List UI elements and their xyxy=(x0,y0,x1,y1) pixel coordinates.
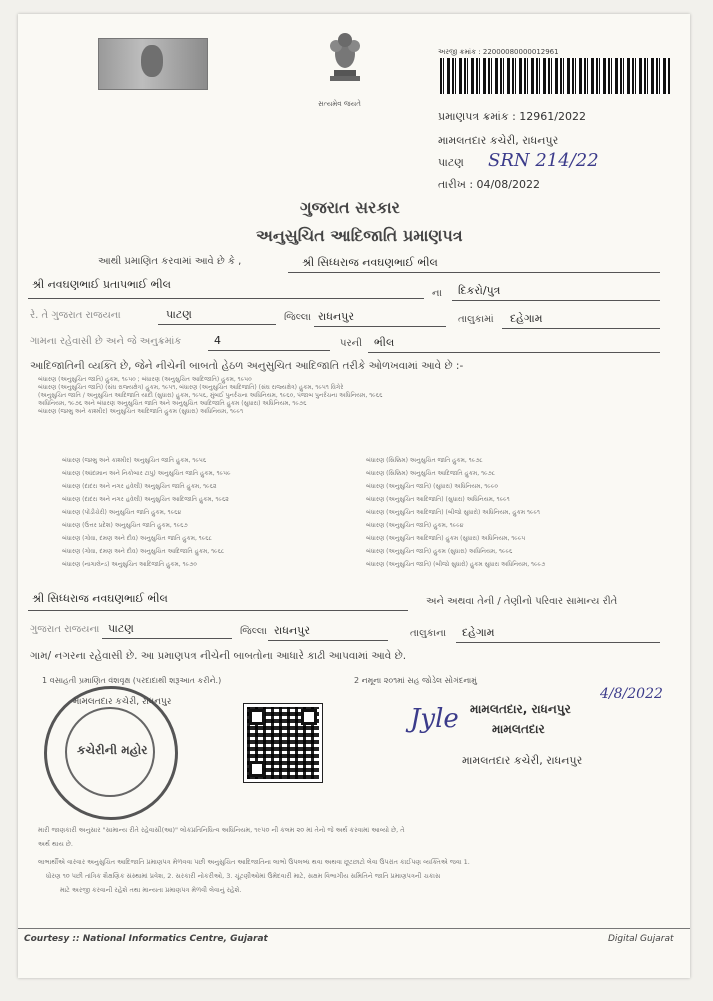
designation: મામલતદાર xyxy=(492,722,545,736)
signed-title: મામલતદાર, રાધનપુર xyxy=(470,702,571,716)
state-emblem-icon xyxy=(320,30,370,90)
basis-2: 2 નમૂના ૨૦૧માં સહ જોડેલ સોગંદનામું xyxy=(354,676,477,685)
office-line: મામલતદાર કચેરી, રાધનપુર xyxy=(438,134,559,147)
tribe-statement: આદિજાતિની વ્યક્તિ છે, જેને નીચેની બાબતો હેઠળ અનુસુચિત આદિજાતિ તરીકે ઓળખવામાં આવે છે :- xyxy=(30,360,464,372)
village-value: દહેગામ xyxy=(510,312,543,325)
intro-text: આથી પ્રમાણિત કરવામાં આવે છે કે , xyxy=(98,256,242,267)
closing-statement: ગામ/ નગરના રહેવાસી છે. આ પ્રમાણપત્ર નીચેની બાબતોના આધારે કાઢી આપવામાં આવે છે. xyxy=(30,650,407,662)
barcode xyxy=(440,58,670,94)
order-line: બંધારણ (અનુસુચિત આદિજાતિ) હુકમ (સુધારા) અધિનિયમ, ૧૯૯૫ xyxy=(366,535,526,542)
order-line: બંધારણ (ઉત્તર પ્રદેશ) અનુસુચિત જાતિ હુકમ, ૧૯૬૭ xyxy=(62,522,188,529)
ack-number: અરજી ક્રમાંક : 22000080000012961 xyxy=(438,48,559,56)
note-1: મારી જાણકારી અનુસાર "સામાન્ય રીતે રહેવાસી(આ)" લોકપ્રતિનિધિત્વ અધિનિયમ, ૧૯૫૦ ની કલમ ૨૦ માં તેનો જે અર્થ કરવામાં આવ્યો છે, તે xyxy=(38,826,405,834)
note-3: ધોરણ ૧૦ પછી તાંત્રિક શૈક્ષણિક સંસ્થામાં પ્રવેશ, 2. સરકારી નોકરીઓ, 3. ચૂંટણીઓમાં ઉમેદવારી માટે, સક્ષમ વિભાગીય સમિતિને જાતિ પ્રમાણપત્રની ચકાસ xyxy=(46,872,441,880)
certificate-title: અનુસુચિત આદિજાતિ પ્રમાણપત્ર xyxy=(256,226,463,245)
order-line: બંધારણ (અનુસુચિત જાતિ) (બીજો સુધારો) હુકમ સુધારા અધિનિયમ, ૧૯૯૭ xyxy=(366,561,546,568)
order-line: બંધારણ (આંદામાન અને નિકોબાર ટાપુ) અનુસુચિત જાતિ હુકમ, ૧૯૫૯ xyxy=(62,470,231,477)
courtesy-text: Courtesy :: National Informatics Centre, Gujarat xyxy=(24,934,268,944)
district-label-2: જિલ્લા xyxy=(240,626,267,637)
orders-right xyxy=(366,454,545,571)
district-line-2 xyxy=(102,638,232,639)
signature-initials: Jyle xyxy=(410,704,459,734)
serial-line xyxy=(208,350,330,351)
relation-suffix: ના xyxy=(432,288,442,299)
district-line-1 xyxy=(158,324,276,325)
note-4: માટે અરજી કરવાની રહેશે તથા માન્યતા પ્રમાણપત્ર મેળવી લેવાનું રહેશે. xyxy=(60,886,242,894)
tribe-line xyxy=(368,352,660,353)
footer-rule xyxy=(18,928,690,929)
order-line: બંધારણ (ગોવા, દમણ અને દીવ) અનુસુચિત જાતિ હુકમ, ૧૯૬૮ xyxy=(62,535,212,542)
serial-number: 4 xyxy=(214,334,221,347)
note-1b: અર્થ થાય છે. xyxy=(38,840,73,848)
village-value-2: દહેગામ xyxy=(462,626,495,639)
tribe-label: પરની xyxy=(340,338,362,349)
state-label: રે. તે ગુજરાત રાજયના xyxy=(30,310,121,321)
certificate-number: પ્રમાણપત્ર ક્રમાંક : 12961/2022 xyxy=(438,110,586,123)
digital-gujarat-brand: Digital Gujarat xyxy=(608,934,674,944)
relation-line xyxy=(452,300,660,301)
father-name-line xyxy=(28,298,424,299)
district-value-2: પાટણ xyxy=(108,622,134,635)
order-line: બંધારણ (અનુસુચિત જાતિ) હુકમ (સુધારા) અધિનિયમ, ૧૯૯૬ xyxy=(366,548,513,555)
order-line: બંધારણ (જમ્મુ અને કાશ્મીર) અનુસુચિત જાતિ હુકમ, ૧૯૫૬ xyxy=(62,457,207,464)
orders-top xyxy=(38,376,382,416)
relation: દિકરો/પુત્ર xyxy=(458,284,501,297)
orders-left xyxy=(62,454,231,571)
taluka-value-2: રાધનપુર xyxy=(274,624,311,637)
seal-center-text: કચેરીની મહોર xyxy=(77,743,148,757)
village-line-2 xyxy=(456,642,660,643)
applicant-name-line xyxy=(288,272,660,273)
order-line: બંધારણ (જમ્મુ અને કાશ્મીર) અનુસુચિત આદિજાતિ હુકમ (સુધારા) અધિનિયમ, ૧૯૯૧ xyxy=(38,408,244,415)
issue-date: તારીખ : 04/08/2022 xyxy=(438,178,540,191)
handwritten-srn: SRN 214/22 xyxy=(488,150,599,171)
order-line: બંધારણ (અનુસુચિત આદિજાતિ) (બીજો સુધારો) અધિનિયમ, હુકમ ૧૯૯૧ xyxy=(366,509,540,516)
order-line: બંધારણ (નાગાલેન્ડ) અનુસુચિત આદિજાતિ હુકમ, ૧૯૭૦ xyxy=(62,561,197,568)
order-line: બંધારણ (ગોવા, દમણ અને દીવ) અનુસુચિત આદિજાતિ હુકમ, ૧૯૬૮ xyxy=(62,548,225,555)
order-line: બંધારણ (અનુસુચિત જાતિ) (સુધારા) અધિનિયમ, ૧૯૯૦ xyxy=(366,483,498,490)
order-line: બંધારણ (અનુસુચિત જાતિ) (સંઘ રાજ્યક્ષેત્ર) હુકમ, ૧૯૫૧, બંધારણ (અનુસુચિત આદિજાતિ) (સંઘ રાજ્યક્ષેત્ર) હુકમ, ૧૯૫૧ વિગેરે xyxy=(38,384,344,391)
taluka-label-2: તાલુકાના xyxy=(410,628,447,639)
taluka-label: તાલુકામાં xyxy=(458,314,494,325)
applicant-photo xyxy=(98,38,208,90)
office-seal xyxy=(44,686,178,820)
seal-top-text: મામલતદાર કચેરી, રાધનપુર xyxy=(73,697,172,707)
taluka-value: રાધનપુર xyxy=(318,310,355,323)
resident-name-line xyxy=(28,610,408,611)
certificate-page xyxy=(18,14,690,978)
signature-office: મામલતદાર કચેરી, રાધનપુર xyxy=(462,754,583,767)
district-line: પાટણ xyxy=(438,156,464,169)
order-line: બંધારણ (પોંડીચેરી) અનુસુચિત જાતિ હુકમ, ૧૯૬૪ xyxy=(62,509,182,516)
tribe-value: ભીલ xyxy=(374,336,395,349)
father-name: શ્રી નવઘણભાઈ પ્રતાપભાઈ ભીલ xyxy=(32,278,171,291)
order-line: (અનુસુચિત જાતિ / અનુસુચિત આદિજાતિ યાદી (સુધારા) હુકમ, ૧૯૫૬, મુંબઈ પુનર્રચના અધિનિયમ, ૧૯૬૦, પંજાબ પુનર્રચના અધિનિયમ, ૧૯૬૬ xyxy=(38,392,383,399)
order-line: બંધારણ (અનુસુચિત જાતિ) હુકમ, ૧૯૯૪ xyxy=(366,522,464,529)
qr-code xyxy=(244,704,322,782)
taluka-line-2 xyxy=(268,640,388,641)
handwritten-date: 4/8/2022 xyxy=(600,686,663,702)
order-line: અધિનિયમ, ૧૯૭૬ અને બંધારણ અનુસુચિત જાતિ અને અનુસુચિત આદિજાતિ હુકમ (સુધારા) અધિનિયમ, ૧૯૭૬ xyxy=(38,400,307,407)
government-title: ગુજરાત સરકાર xyxy=(300,198,400,217)
applicant-name: શ્રી સિધ્ધરાજ નવઘણભાઈ ભીલ xyxy=(302,256,438,269)
taluka-line-1 xyxy=(314,326,446,327)
emblem-caption: સત્યમેવ જયતે xyxy=(318,100,361,108)
village-line-1 xyxy=(502,328,660,329)
order-line: બંધારણ (સિક્કિમ) અનુસુચિત જાતિ હુકમ, ૧૯૭૮ xyxy=(366,457,483,464)
district-value: પાટણ xyxy=(166,308,192,321)
family-text: અને અથવા તેની / તેણીનો પરિવાર સામાન્ય રીતે xyxy=(426,596,618,607)
note-2: લાભાર્થીએ વારંવાર અનુસુચિત આદિજાતિ પ્રમાણપત્ર મેળવવા પછી અનુસુચિત આદિજાતિના લાભો ઉપલબ્ધ થવા અથવા છૂટછાટો લેવા ઉપરાંત કાઈપણ વ્યક્તિએ જવા 1. xyxy=(38,858,470,866)
order-line: બંધારણ (અનુસુચિત જાતિ) હુકમ, ૧૯૫૦ ; બંધારણ (અનુસુચિત આદિજાતિ) હુકમ, ૧૯૫૦ xyxy=(38,376,252,383)
resident-name: શ્રી સિધ્ધરાજ નવઘણભાઈ ભીલ xyxy=(32,592,168,605)
resident-label: ગામના રહેવાસી છે અને જે અનુક્રમાંક xyxy=(30,336,182,347)
order-line: બંધારણ (દાદરા અને નગર હવેલી) અનુસુચિત જાતિ હુકમ, ૧૯૬૨ xyxy=(62,483,217,490)
order-line: બંધારણ (સિક્કિમ) અનુસુચિત આદિજાતિ હુકમ, ૧૯૭૮ xyxy=(366,470,496,477)
district-label: જિલ્લા xyxy=(284,312,311,323)
state-label-2: ગુજરાત રાજયના xyxy=(30,624,100,635)
basis-1: 1 વસાહતી પ્રમાણિત વંશવૃક્ષ (પરદાદાથી શરૂઆત કરીને.) xyxy=(42,676,222,685)
order-line: બંધારણ (દાદરા અને નગર હવેલી) અનુસુચિત આદિજાતિ હુકમ, ૧૯૬૨ xyxy=(62,496,229,503)
order-line: બંધારણ (અનુસુચિત આદિજાતિ) (સુધારા) અધિનિયમ, ૧૯૯૧ xyxy=(366,496,510,503)
